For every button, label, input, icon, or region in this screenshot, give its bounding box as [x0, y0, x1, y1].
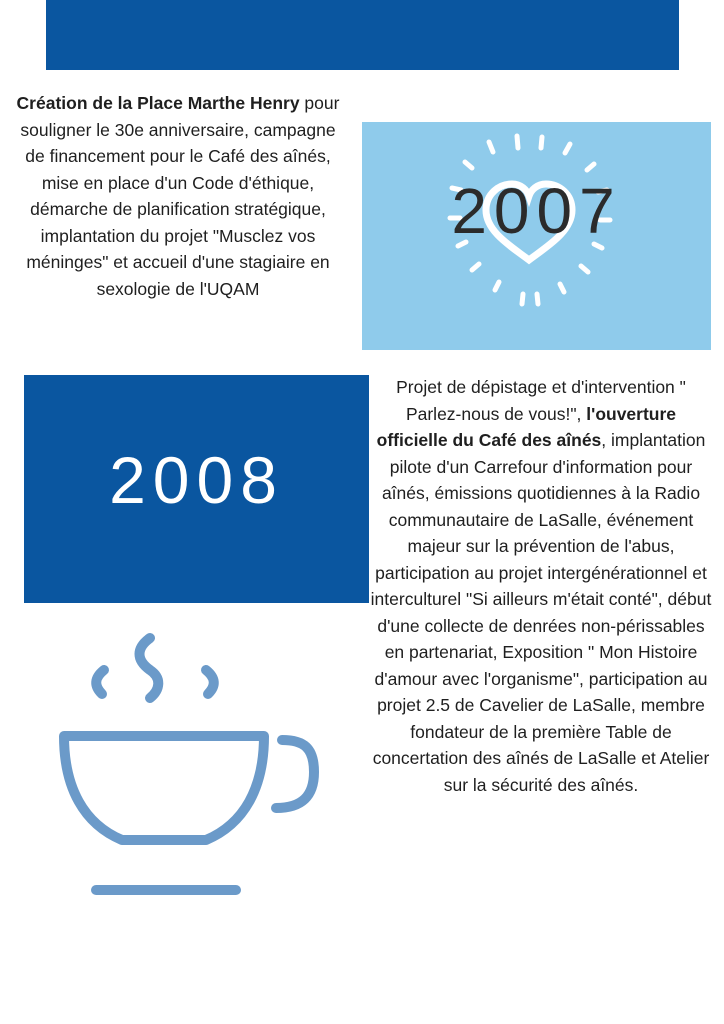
year-label-2008: 2008 [109, 443, 284, 517]
year-box-2007 [362, 122, 711, 350]
description-2008 [369, 374, 713, 798]
year-label-2007: 2007 [451, 175, 622, 247]
description-2008-part1: Projet de dépistage et d'intervention " Parlez-nous de vous!", [396, 377, 686, 424]
year-box-2008 [24, 375, 369, 603]
description-2008-bold: l'ouverture officielle du Café des aînés [376, 403, 677, 450]
description-2007-rest: pour souligner le 30e anniversaire, campagne de financement pour le Café des aînés, mise en place d'un Code d'éthique, démarche de planification stratégique, implantation du projet "Musclez vos méninges" et accueil d'une stagiaire en sexologie de l'UQAM [20, 93, 340, 299]
coffee-cup-icon [56, 628, 326, 898]
header-banner [46, 0, 679, 70]
description-2008-part2: , implantation pilote d'un Carrefour d'information pour aînés, émissions quotidiennes à la Radio communautaire de LaSalle, événement majeur sur la prévention de l'abus, participation au projet intergénérationnel et interculturel "Si ailleurs m'était conté", début d'une collecte de denrées non-périssables en partenariat, Exposition " Mon Histoire d'amour avec l'organisme", participation au projet 2.5 de Cavelier de LaSalle, membre fondateur de la première Table de concertation des aînés de LaSalle et Atelier sur la sécurité des aînés. [370, 430, 712, 795]
description-2007-bold: Création de la Place Marthe Henry [16, 93, 300, 113]
description-2007 [14, 90, 342, 302]
